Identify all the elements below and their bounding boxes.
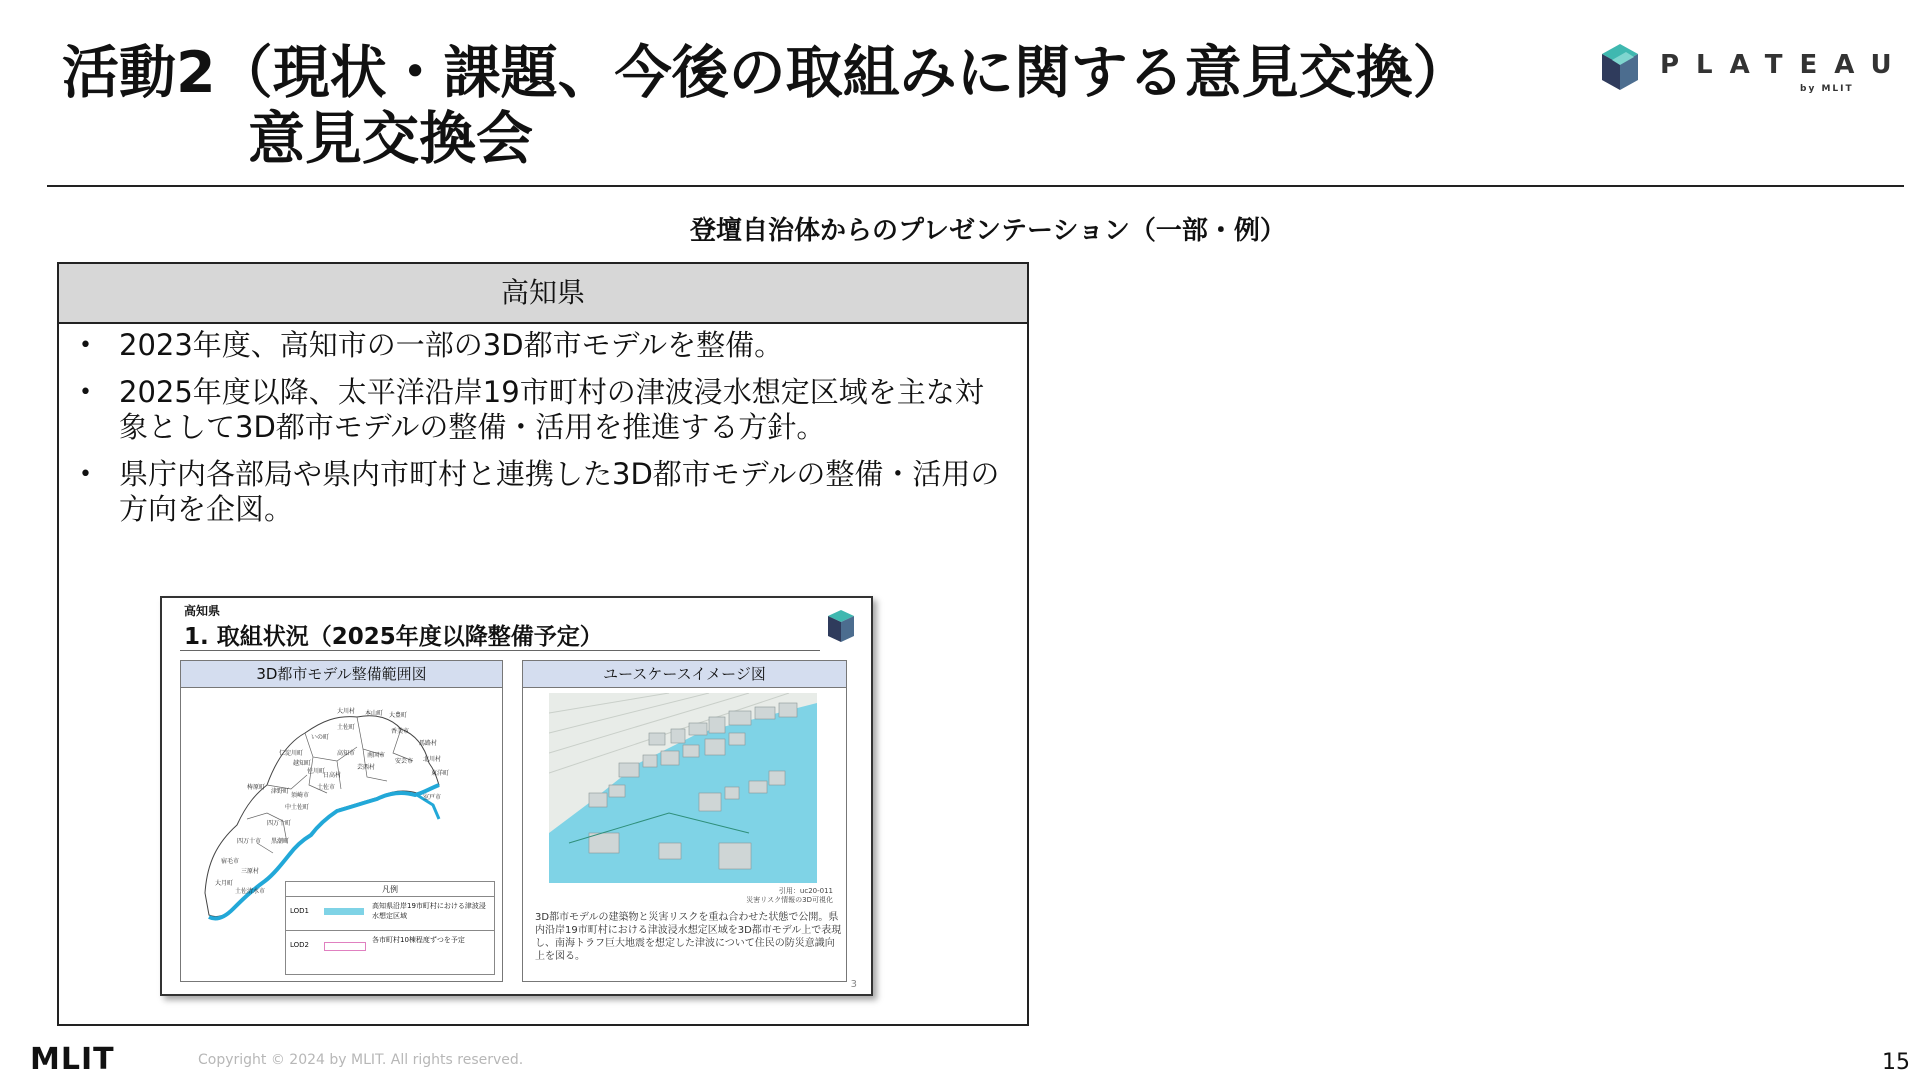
svg-text:四万十市: 四万十市 bbox=[237, 838, 262, 845]
page-title bbox=[62, 40, 1470, 172]
svg-text:東洋町: 東洋町 bbox=[431, 770, 450, 777]
svg-text:宿毛市: 宿毛市 bbox=[221, 858, 240, 865]
svg-text:土佐町: 土佐町 bbox=[337, 724, 356, 731]
header-divider bbox=[47, 185, 1904, 187]
bullet-item: • 2023年度、高知市の一部の3D都市モデルを整備。 bbox=[75, 328, 1005, 363]
svg-text:仁淀川町: 仁淀川町 bbox=[279, 750, 304, 757]
svg-text:佐川町: 佐川町 bbox=[307, 768, 326, 775]
svg-text:本山町: 本山町 bbox=[365, 710, 384, 717]
page-title-line2: 意見交換会 bbox=[248, 106, 533, 172]
svg-text:中土佐町: 中土佐町 bbox=[285, 804, 310, 811]
embedded-slide bbox=[160, 596, 873, 996]
page-number: 15 bbox=[1882, 1050, 1910, 1075]
legend-swatch-water bbox=[324, 908, 364, 915]
coverage-map-panel bbox=[180, 660, 503, 982]
svg-text:土佐市: 土佐市 bbox=[317, 784, 336, 791]
svg-text:高知市: 高知市 bbox=[337, 750, 356, 757]
svg-text:津野町: 津野町 bbox=[271, 788, 290, 795]
slide-page-number: 3 bbox=[850, 979, 857, 990]
legend-row bbox=[286, 930, 494, 961]
legend-text: 高知県沿岸19市町村における津波浸水想定区域 bbox=[372, 902, 486, 920]
legend-swatch-lod2 bbox=[324, 942, 366, 951]
card-heading: 高知県 bbox=[59, 264, 1027, 324]
section-heading: 登壇自治体からのプレゼンテーション（一部・例） bbox=[690, 216, 1286, 246]
plateau-mark-icon bbox=[826, 608, 856, 648]
svg-text:香美市: 香美市 bbox=[391, 728, 410, 735]
page-title-line1: 活動2（現状・課題、今後の取組みに関する意見交換） bbox=[62, 40, 1470, 106]
svg-text:土佐清水市: 土佐清水市 bbox=[235, 888, 266, 895]
svg-text:芸西村: 芸西村 bbox=[357, 764, 376, 771]
svg-text:馬路村: 馬路村 bbox=[419, 740, 438, 747]
citation-line1: 引用：uc20-011 bbox=[778, 887, 833, 895]
usecase-panel bbox=[522, 660, 847, 982]
usecase-citation bbox=[563, 887, 833, 905]
bullet-item: • 県庁内各部局や県内市町村と連携した3D都市モデルの整備・活用の方向を企図。 bbox=[75, 457, 1005, 527]
legend-row bbox=[286, 896, 494, 927]
plateau-logo-text: PLATEAU bbox=[1660, 50, 1909, 80]
flood-3d-image bbox=[549, 693, 817, 883]
svg-text:南国市: 南国市 bbox=[367, 752, 386, 759]
svg-text:須崎市: 須崎市 bbox=[291, 792, 310, 799]
svg-text:黒潮町: 黒潮町 bbox=[271, 838, 290, 845]
svg-text:四万十町: 四万十町 bbox=[267, 820, 292, 827]
copyright-text: Copyright © 2024 by MLIT. All rights reserved. bbox=[198, 1052, 524, 1068]
map-panel-heading: 3D都市モデル整備範囲図 bbox=[181, 661, 502, 688]
slide-prefecture: 高知県 bbox=[184, 604, 221, 618]
svg-text:三原村: 三原村 bbox=[241, 868, 260, 875]
slide-divider bbox=[180, 650, 820, 651]
svg-text:大川村: 大川村 bbox=[337, 708, 356, 715]
bullet-list bbox=[75, 328, 1005, 539]
svg-text:梼原町: 梼原町 bbox=[247, 784, 266, 791]
legend-lod-label: LOD2 bbox=[290, 941, 310, 949]
usecase-description: 3D都市モデルの建築物と災害リスクを重ね合わせた状態で公開。県内沿岸19市町村における津波浸水想定区域を3D都市モデル上で表現し、南海トラフ巨大地震を想定した津波について住民の防災意識向上を図る。 bbox=[535, 912, 842, 962]
svg-text:室戸市: 室戸市 bbox=[423, 794, 442, 801]
svg-text:大豊町: 大豊町 bbox=[389, 712, 408, 719]
svg-text:北川村: 北川村 bbox=[423, 756, 442, 763]
plateau-logo-sub: by MLIT bbox=[1800, 84, 1854, 94]
citation-line2: 災害リスク情報の3D可視化 bbox=[746, 896, 833, 904]
svg-text:越知町: 越知町 bbox=[293, 760, 312, 767]
bullet-item: • 2025年度以降、太平洋沿岸19市町村の津波浸水想定区域を主な対象として3D都市モデルの整備・活用を推進する方針。 bbox=[75, 375, 1005, 445]
svg-text:いの町: いの町 bbox=[311, 734, 330, 741]
slide-title: 1. 取組状況（2025年度以降整備予定） bbox=[184, 624, 603, 650]
map-legend bbox=[285, 881, 495, 975]
legend-lod-label: LOD1 bbox=[290, 907, 310, 915]
usecase-panel-heading: ユースケースイメージ図 bbox=[523, 661, 846, 688]
mlit-logo: MLIT bbox=[30, 1042, 115, 1077]
svg-text:安芸市: 安芸市 bbox=[395, 758, 414, 765]
legend-text: 各市町村10棟程度ずつを予定 bbox=[372, 936, 465, 944]
legend-heading: 凡例 bbox=[382, 885, 398, 894]
svg-text:日高村: 日高村 bbox=[323, 772, 342, 779]
svg-text:大月町: 大月町 bbox=[215, 880, 234, 887]
